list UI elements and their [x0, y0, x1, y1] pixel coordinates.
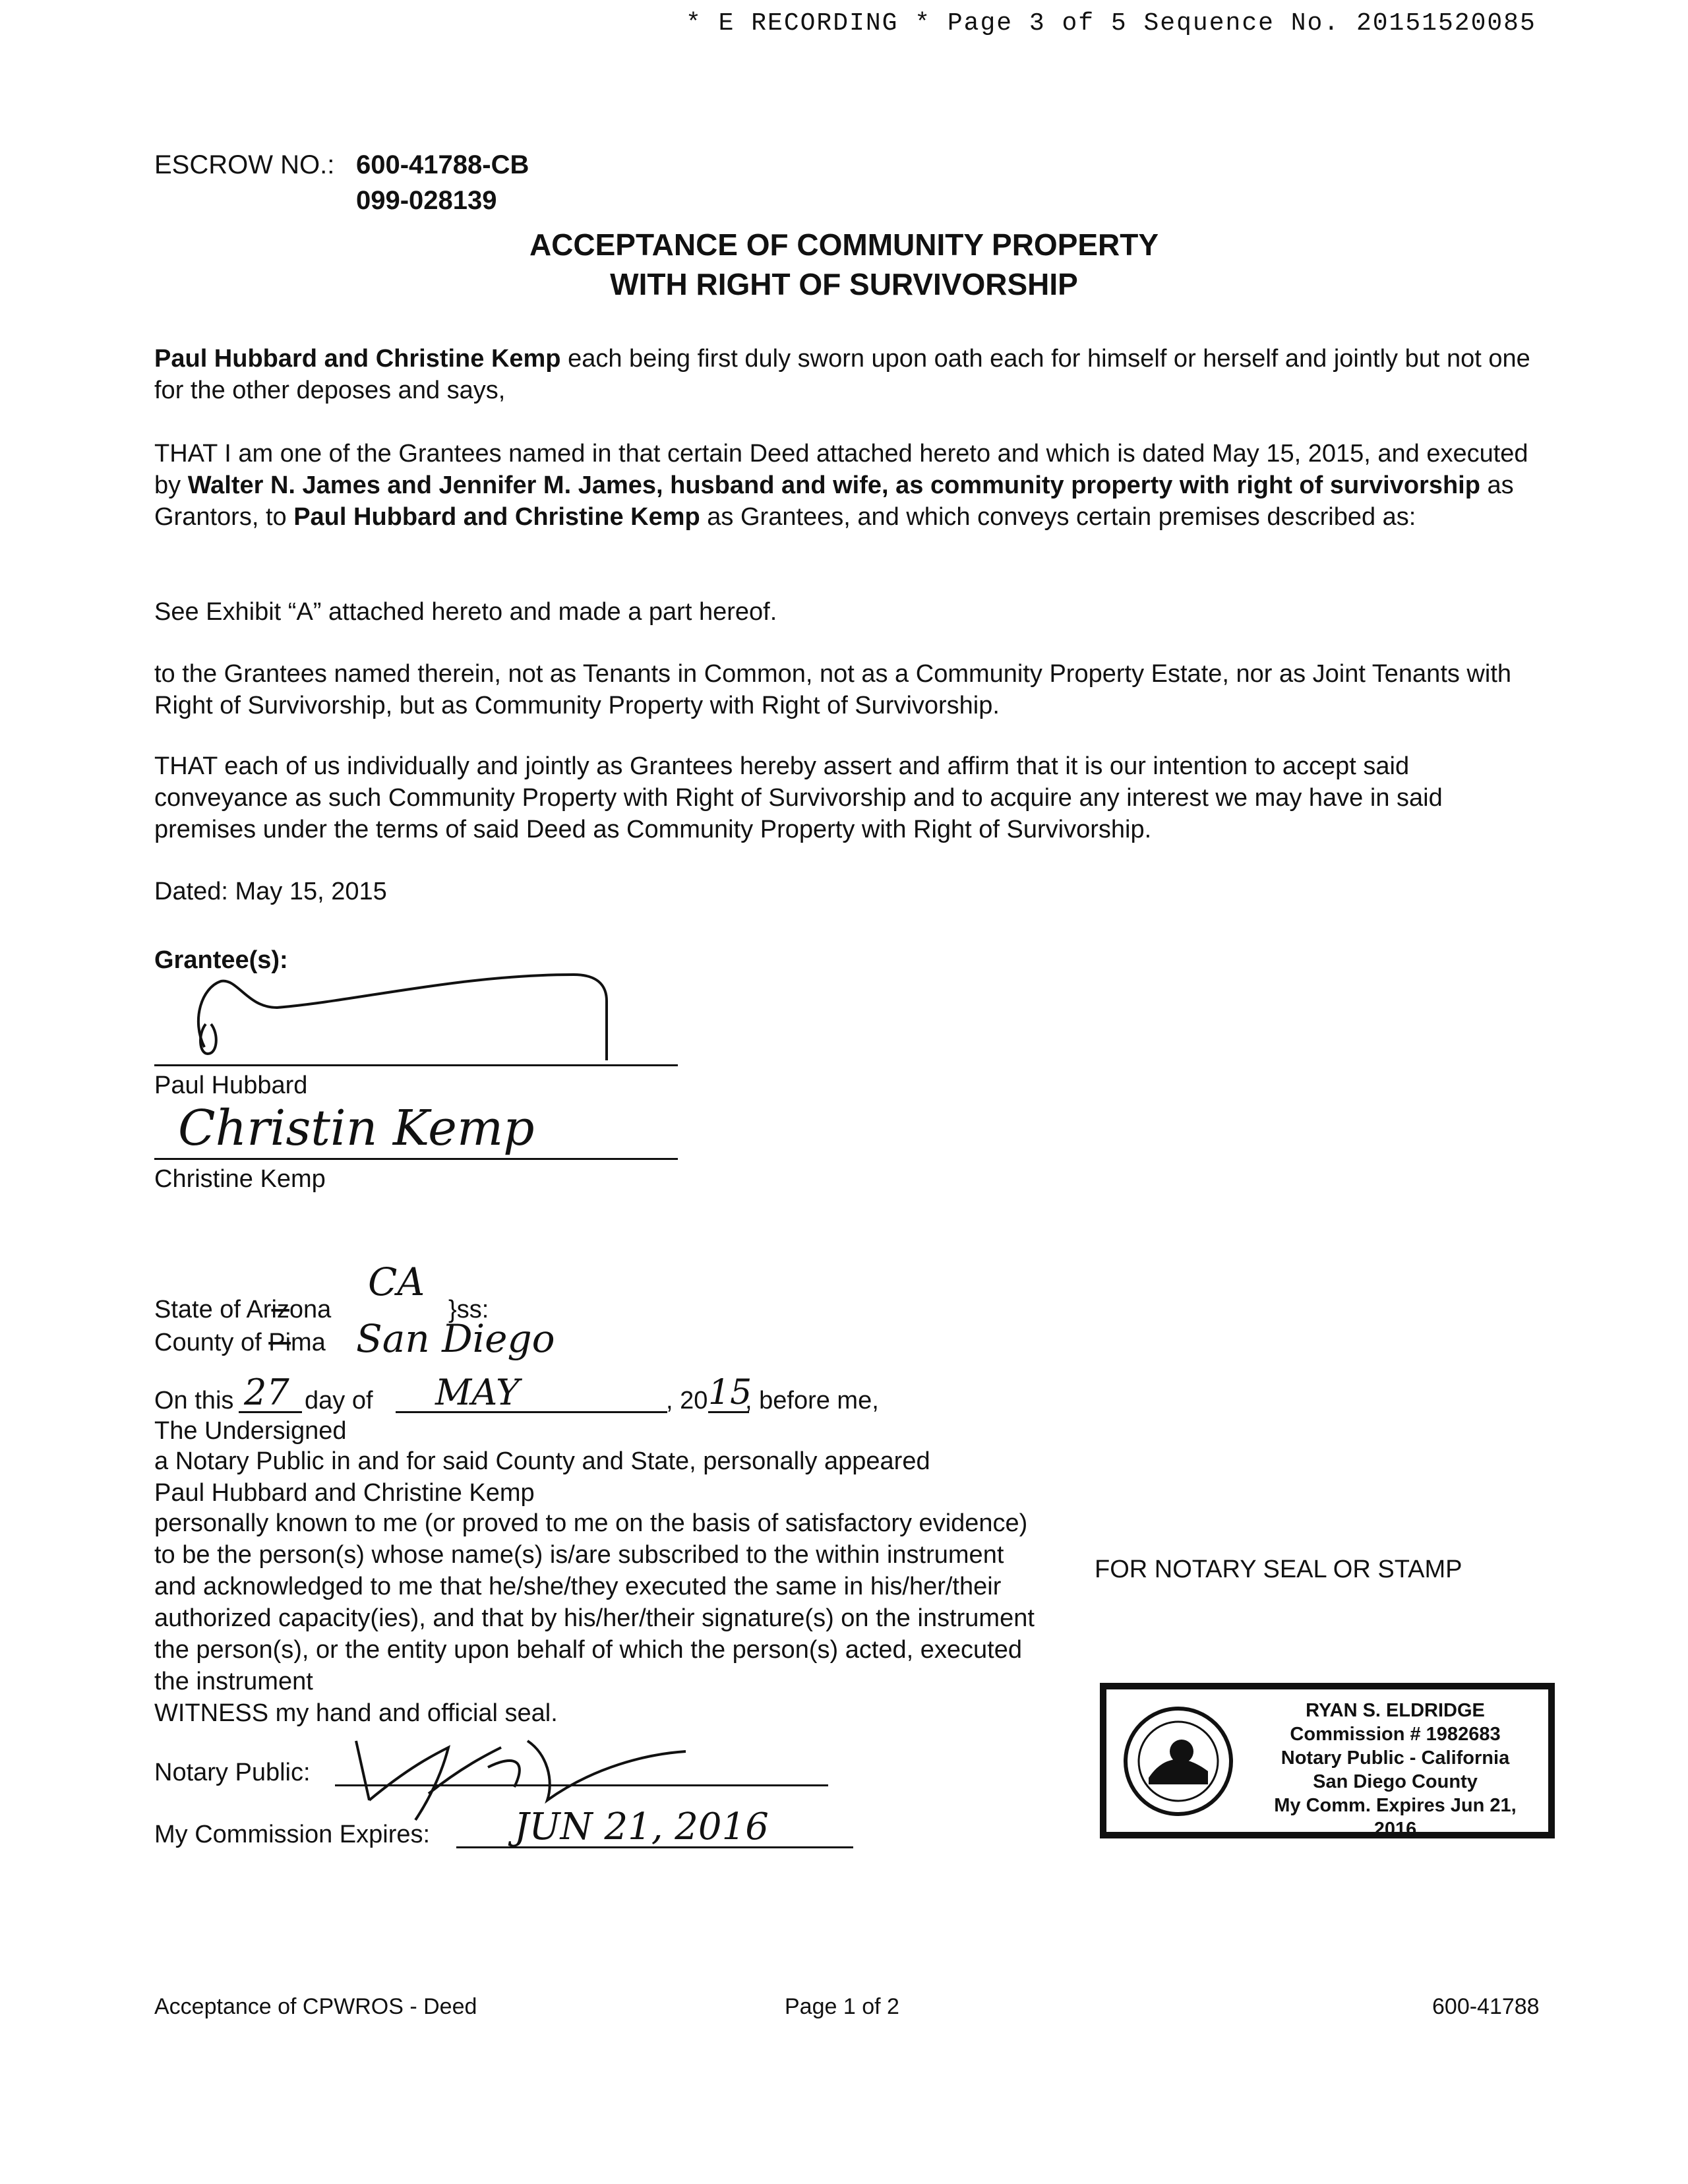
grantor-names-bold: Walter N. James and Jennifer M. James, husband and wife, as community property with right of survivorship — [187, 471, 1480, 499]
signature-paul-hubbard — [185, 961, 633, 1074]
dated-line: Dated: May 15, 2015 — [154, 878, 387, 905]
appeared-line: a Notary Public in and for said County and State, personally appeared — [154, 1447, 930, 1475]
ss-label: }ss: — [448, 1296, 489, 1323]
state-label: State of Ar — [154, 1296, 272, 1323]
acknowledgment-text: personally known to me (or proved to me on the basis of satisfactory evidence) to be the person(s) whose name(s) is/are subscribed to the within instrument and acknowledged to me that he/she/they executed the same in his/her/their authorized capacity(ies), and that by his/her/their signature(s) on the instrument the person(s), or the entity upon behalf of which the person(s) acted, executed the instrument — [154, 1509, 1035, 1695]
day-handwritten: 27 — [244, 1372, 289, 1413]
county-label: County of — [154, 1329, 269, 1356]
escrow-label: ESCROW NO.: — [154, 150, 335, 179]
signature-line-1 — [154, 1064, 678, 1066]
county-line — [154, 1327, 326, 1358]
california-seal-icon — [1122, 1705, 1234, 1817]
notary-public-label: Notary Public: — [154, 1759, 311, 1786]
notary-signature-line — [335, 1784, 828, 1786]
undersigned-line: The Undersigned — [154, 1417, 347, 1445]
paragraph-tenancy: to the Grantees named therein, not as Tenants in Common, not as a Community Property Estate, nor as Joint Tenants with Right of Survivorship, but as Community Property with Right of Survivorship. — [154, 660, 1512, 719]
stamp-notary-state: Notary Public - California — [1281, 1747, 1510, 1769]
county-tail: ma — [291, 1329, 326, 1356]
stamp-expiry: My Comm. Expires Jun 21, 2016 — [1274, 1795, 1517, 1840]
month-handwritten: MAY — [435, 1372, 520, 1413]
grantee-names-bold: Paul Hubbard and Christine Kemp — [154, 345, 561, 373]
deed-text-a: THAT I am one of the Grantees named in that certain Deed attached hereto and which is dated May 15, 2015, and executed by — [154, 440, 1528, 499]
paragraph-deed — [154, 438, 1532, 533]
commission-expires-label: My Commission Expires: — [154, 1821, 431, 1848]
document-title-line1: ACCEPTANCE OF COMMUNITY PROPERTY — [529, 228, 1159, 262]
county-struck: Pi — [268, 1329, 291, 1356]
document-title-line2: WITH RIGHT OF SURVIVORSHIP — [610, 267, 1078, 301]
grantee-names-bold-2: Paul Hubbard and Christine Kemp — [293, 503, 700, 531]
on-this-label: On this — [154, 1387, 234, 1414]
escrow-number-secondary: 099-028139 — [356, 186, 497, 215]
recording-header: * E RECORDING * Page 3 of 5 Sequence No. 20151520085 — [686, 9, 1536, 38]
notary-stamp — [1100, 1683, 1555, 1838]
grantees-label: Grantee(s): — [154, 946, 288, 974]
appeared-names: Paul Hubbard and Christine Kemp — [154, 1479, 535, 1507]
commission-expires-handwritten: JUN 21, 2016 — [514, 1805, 769, 1848]
signature-christine-kemp: Christin Kemp — [178, 1100, 535, 1157]
before-me-label: , before me, — [745, 1387, 879, 1414]
grantee-name-1: Paul Hubbard — [154, 1072, 308, 1099]
stamp-text — [1257, 1699, 1534, 1841]
state-struck: iz — [271, 1296, 289, 1323]
year-prefix: , 20 — [666, 1387, 708, 1414]
paragraph-exhibit: See Exhibit “A” attached hereto and made a part hereof. — [154, 598, 777, 626]
state-line — [154, 1294, 331, 1325]
paragraph-oath — [154, 343, 1532, 406]
footer-page-number: Page 1 of 2 — [785, 1994, 899, 2019]
county-handwritten: San Diego — [356, 1316, 555, 1361]
state-tail: ona — [289, 1296, 332, 1323]
escrow-number: 600-41788-CB — [356, 150, 529, 179]
oath-text: each being first duly sworn upon oath each for himself or herself and jointly but not one for the other deposes and says, — [154, 345, 1530, 404]
footer-file-number: 600-41788 — [1432, 1994, 1540, 2019]
paragraph-affirmation: THAT each of us individually and jointly as Grantees hereby assert and affirm that it is our intention to accept said conveyance as such Community Property with Right of Survivorship and to acquire any interest we may have in said premises under the terms of said Deed as Community Property with Right of Survivorship. — [154, 752, 1443, 843]
witness-line: WITNESS my hand and official seal. — [154, 1699, 558, 1727]
year-handwritten: 15 — [708, 1373, 752, 1412]
state-handwritten: CA — [368, 1259, 425, 1304]
grantee-name-2: Christine Kemp — [154, 1165, 326, 1193]
footer-document-name: Acceptance of CPWROS - Deed — [154, 1994, 477, 2019]
deed-text-e: as Grantees, and which conveys certain premises described as: — [700, 503, 1416, 531]
stamp-name: RYAN S. ELDRIDGE — [1306, 1700, 1485, 1721]
deed-text-c: as Grantors, to — [154, 471, 1514, 531]
stamp-commission: Commission # 1982683 — [1290, 1724, 1501, 1745]
day-of-label: day of — [305, 1387, 373, 1414]
signature-line-2 — [154, 1158, 678, 1160]
stamp-county: San Diego County — [1313, 1771, 1478, 1792]
notary-seal-label: FOR NOTARY SEAL OR STAMP — [1095, 1556, 1462, 1583]
